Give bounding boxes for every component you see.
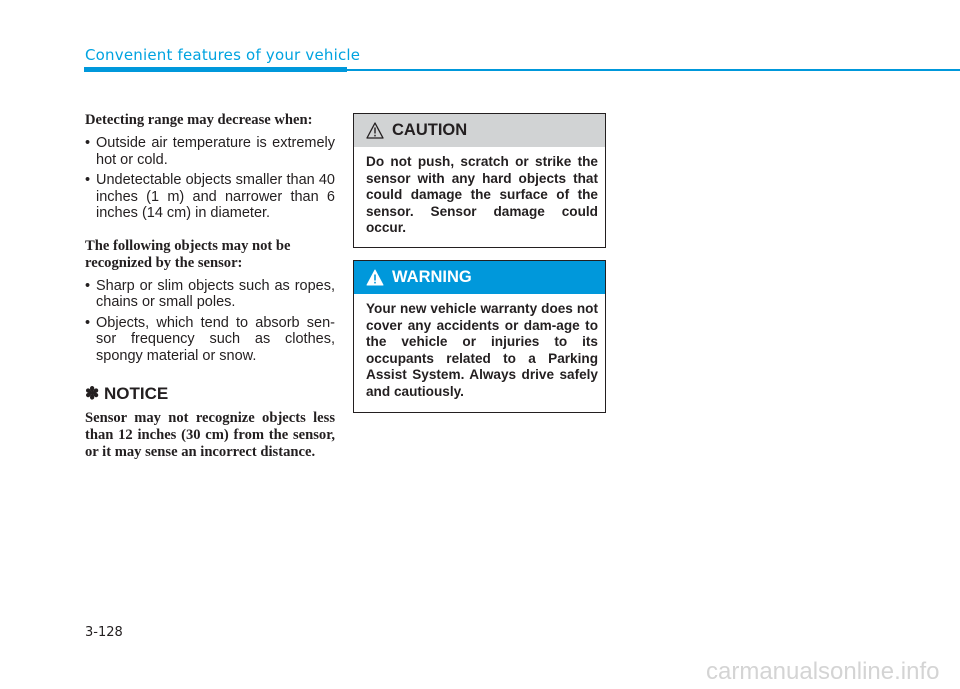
list-item: • Undetectable objects smaller than 40 inches (1 m) and narrower than 6 inches (14 cm) in diameter. <box>85 172 335 222</box>
warning-header <box>354 261 605 294</box>
warning-box <box>353 260 606 413</box>
header-rule-thick <box>84 67 347 72</box>
warning-body: Your new vehicle warranty does not cover any accidents or dam-age to the vehicle or injuries to its occupants related to a Parking Assist System. Always drive safely and cautiously. <box>366 301 598 399</box>
notice-title: ✽ NOTICE <box>85 384 169 403</box>
left-column <box>85 112 335 460</box>
section-title: Convenient features of your vehicle <box>85 46 361 64</box>
warning-triangle-icon <box>366 269 384 286</box>
detecting-range-list <box>85 135 335 222</box>
watermark: carmanualsonline.info <box>706 658 940 685</box>
header-rule-thin <box>347 69 960 71</box>
detecting-range-heading: Detecting range may decrease when: <box>85 112 313 128</box>
caution-body: Do not push, scratch or strike the sensor with any hard objects that could damage the surface of the sensor. Sensor damage could occur. <box>366 154 598 235</box>
list-item: • Sharp or slim objects such as ropes, chains or small poles. <box>85 278 335 311</box>
notice-body: Sensor may not recognize objects less than 12 inches (30 cm) from the sensor, or it may sense an incorrect distance. <box>85 410 335 460</box>
caution-title: CAUTION <box>392 121 468 139</box>
list-item: • Objects, which tend to absorb sen-sor frequency such as clothes, spongy material or snow. <box>85 315 335 365</box>
caution-header <box>354 114 605 147</box>
caution-box <box>353 113 606 248</box>
warning-triangle-icon <box>366 122 384 139</box>
unrecognized-objects-list <box>85 278 335 365</box>
warning-title: WARNING <box>392 268 472 286</box>
unrecognized-objects-heading: The following objects may not be recognized by the sensor: <box>85 237 291 271</box>
page-number: 3-128 <box>85 625 123 640</box>
list-item: • Outside air temperature is extremely hot or cold. <box>85 135 335 168</box>
